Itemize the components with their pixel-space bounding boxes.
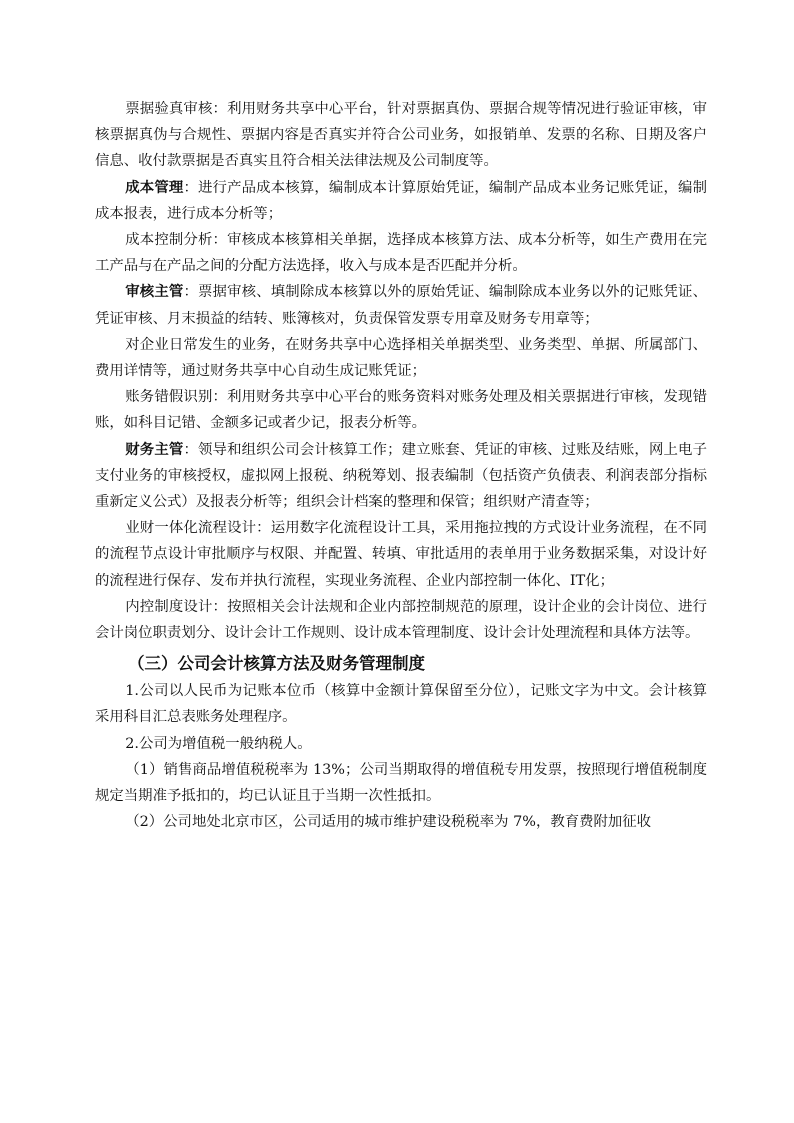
paragraph-text: ：按照相关会计法规和企业内部控制规范的原理，设计企业的会计岗位、进行会计岗位职责划分、设计会计工作规则、设计成本管理制度、设计会计处理流程和具体方法等。: [95, 598, 707, 642]
paragraph-audit-supervisor: [95, 279, 707, 331]
section-heading: （三）公司会计核算方法及财务管理制度: [128, 654, 425, 674]
paragraph-text: ：进行产品成本核算，编制成本计算原始凭证，编制产品成本业务记账凭证，编制成本报表，进行成本分析等；: [95, 179, 707, 222]
section-paragraph-vat-taxpayer: 2.公司为增值税一般纳税人。: [125, 735, 312, 752]
paragraph-error-identification: [95, 384, 707, 436]
paragraph-label: 成本管理: [125, 178, 184, 196]
document-page: [95, 96, 707, 835]
paragraph-invoice-verification: [95, 96, 707, 175]
paragraph-label: 业财一体化流程设计: [125, 520, 257, 537]
paragraph-text: ：领导和组织公司会计核算工作；建立账套、凭证的审核、过账及结账，网上电子支付业务的审核授权，虚拟网上报税、纳税筹划、报表编制（包括资产负债表、利润表部分指标重新定义公式）及报表分析等；组织会计档案的整理和保管；组织财产清查等；: [95, 441, 707, 511]
paragraph-workflow-design: [95, 515, 707, 594]
section-paragraph-city-tax: （2）公司地处北京市区，公司适用的城市维护建设税税率为 7%，教育费附加征收: [125, 814, 652, 831]
paragraph-label: 内控制度设计: [125, 598, 213, 615]
paragraph-text: ：运用数字化流程设计工具，采用拖拉拽的方式设计业务流程，在不同的流程节点设计审批顺序与权限、并配置、转填、审批适用的表单用于业务数据采集，对设计好的流程进行保存、发布并执行流程，实现业务流程、企业内部控制一体化、IT化；: [95, 520, 707, 589]
paragraph-cost-management: [95, 175, 707, 227]
paragraph-internal-control-design: [95, 594, 707, 646]
paragraph-daily-business: [95, 332, 707, 384]
paragraph-label: 审核主管: [125, 283, 184, 301]
paragraph-text: ：利用财务共享中心平台的账务资料对账务处理及相关票据进行审核，发现错账，如科目记错、金额多记或者少记，报表分析等。: [95, 389, 707, 432]
paragraph-label: 成本控制分析: [125, 232, 213, 249]
paragraph-label: 账务错假识别: [125, 389, 213, 406]
paragraph-text: ：利用财务共享中心平台，针对票据真伪、票据合规等情况进行验证审核，审核票据真伪与合规性、票据内容是否真实并符合公司业务，如报销单、发票的名称、日期及客户信息、收付款票据是否真实且符合相关法律法规及公司制度等。: [95, 101, 707, 170]
paragraph-text: 对企业日常发生的业务，在财务共享中心选择相关单据类型、业务类型、单据、所属部门、费用详情等，通过财务共享中心自动生成记账凭证；: [95, 336, 707, 380]
paragraph-label: 财务主管: [125, 440, 184, 458]
paragraph-cost-control: [95, 227, 707, 279]
section-paragraph-currency: 1.公司以人民币为记账本位币（核算中金额计算保留至分位），记账文字为中文。会计核算采用科目汇总表账务处理程序。: [95, 683, 707, 726]
section-paragraph-vat-rate: （1）销售商品增值税税率为 13%；公司当期取得的增值税专用发票，按照现行增值税制度规定当期准予抵扣的，均已认证且于当期一次性抵扣。: [95, 761, 707, 805]
paragraph-text: ：审核成本核算相关单据，选择成本核算方法、成本分析等，如生产费用在完工产品与在产品之间的分配方法选择，收入与成本是否匹配并分析。: [95, 232, 707, 275]
paragraph-label: 票据验真审核: [125, 101, 213, 117]
paragraph-text: ：票据审核、填制除成本核算以外的原始凭证、编制除成本业务以外的记账凭证、凭证审核、月末损益的结转、账簿核对，负责保管发票专用章及财务专用章等；: [95, 284, 707, 327]
paragraph-finance-supervisor: [95, 437, 707, 516]
